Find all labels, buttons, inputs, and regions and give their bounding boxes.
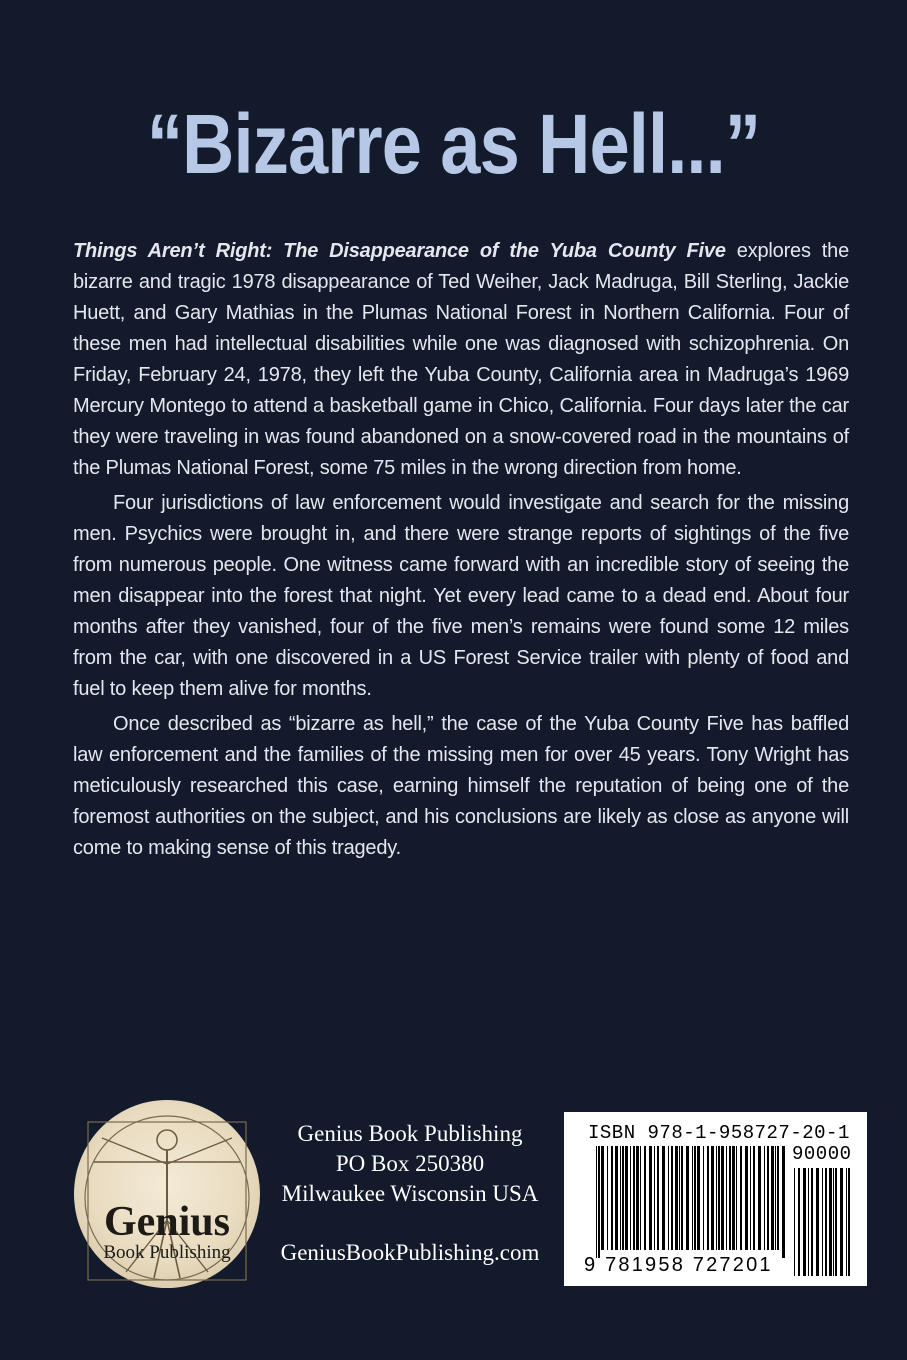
isbn-label: ISBN 978-1-958727-20-1 (588, 1122, 850, 1144)
headline: “Bizarre as Hell...” (146, 97, 761, 191)
logo-wordmark: Genius (103, 1199, 231, 1245)
publisher-website: GeniusBookPublishing.com (280, 1240, 540, 1265)
publisher-name: Genius Book Publishing (297, 1121, 523, 1146)
price-code: 90000 (792, 1143, 852, 1165)
logo-subtitle: Book Publishing (103, 1242, 231, 1263)
isbn-barcode (564, 1112, 867, 1286)
publisher-logo (74, 1100, 260, 1288)
publisher-address-line-1: PO Box 250380 (335, 1151, 485, 1176)
description-paragraph-3: Once described as “bizarre as hell,” the case of the Yuba County Five has baffled law enforcement and the families of the missing men for over 45 years. Tony Wright has meticulously researched this case, earning himself the reputation of being one of the foremost authorities on the subject, and his conclusions are likely as close as anyone will come to making sense of this tragedy. (73, 713, 849, 859)
ean-digits: 9 781958 727201 (584, 1254, 773, 1276)
description-paragraph-1-text: explores the bizarre and tragic 1978 disappearance of Ted Weiher, Jack Madruga, Bill Sterling, Jackie Huett, and Gary Mathias in the Plumas National Forest in Northern California. Four of these men had intellectual disabilities while one was diagnosed with schizophrenia. On Friday, February 24, 1978, they left the Yuba County, California area in Madruga’s 1969 Mercury Montego to attend a basketball game in Chico, California. Four days later the car they were traveling in was found abandoned on a snow-covered road in the mountains of the Plumas National Forest, some 75 miles in the wrong direction from home. (73, 240, 849, 479)
publisher-address-line-2: Milwaukee Wisconsin USA (281, 1181, 539, 1206)
book-title: Things Aren’t Right: The Disappearance of the Yuba County Five (73, 240, 726, 262)
publisher-address (270, 1119, 550, 1209)
description-paragraph-2: Four jurisdictions of law enforcement would investigate and search for the missing men. Psychics were brought in, and there were strange reports of sightings of the five from numerous people. One witness came forward with an incredible story of seeing the men disappear into the forest that night. Yet every lead came to a dead end. About four months after they vanished, four of the five men’s remains were found some 12 miles from the car, with one discovered in a US Forest Service trailer with plenty of food and fuel to keep them alive for months. (73, 492, 849, 700)
book-description (73, 236, 849, 868)
description-paragraph-1 (73, 236, 849, 484)
